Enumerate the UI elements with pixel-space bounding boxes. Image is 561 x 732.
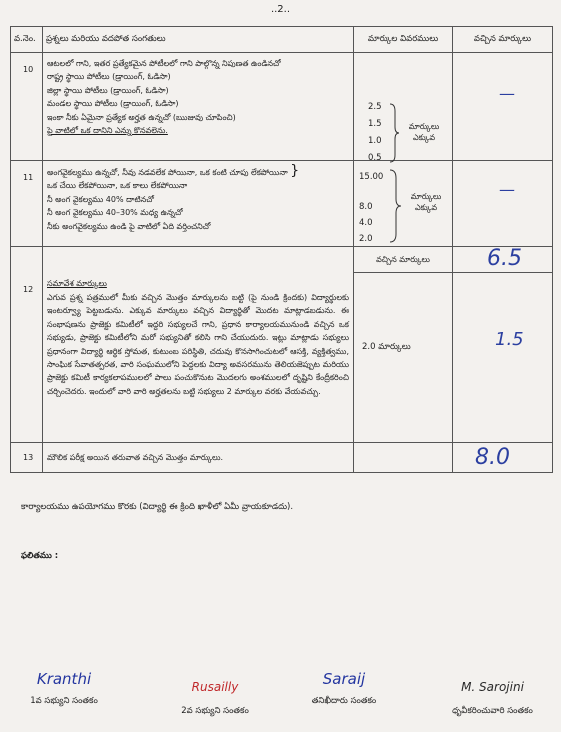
row-12-obtained-cell	[453, 273, 553, 443]
row-11-obtained-cell	[453, 161, 553, 247]
row-11-line: ఒక చేయి లేకపోయినా, ఒక కాలు లేకపోయినా	[47, 181, 188, 191]
row-12-serial: 12	[11, 247, 43, 443]
row-11-value: 2.0	[359, 234, 373, 244]
page-number: ..2..	[270, 4, 291, 15]
signature-label: 1వ సభ్యుని సంతకం	[30, 696, 98, 706]
header-serial: వ.నెం.	[11, 27, 43, 53]
row-12-marks: 2.0 మార్కులు	[362, 342, 411, 352]
subtotal-spacer	[43, 247, 354, 273]
row-11-obtained: —	[499, 180, 515, 199]
row-11-line: నీ అంగ వైకల్యము 40–30% మధ్య ఉన్నచో	[47, 208, 183, 218]
row-11-serial: 11	[11, 161, 43, 247]
signature-label: తనిఖీదారు సంతకం	[311, 696, 377, 706]
subtotal-row	[11, 247, 553, 273]
row-11-marks-scale	[354, 161, 453, 247]
office-use-note: కార్యాలయము ఉపయోగము కొరకు (విద్యార్థి ఈ క్రింది ఖాళీలో ఏమీ వ్రాయకూడదు).	[21, 502, 294, 512]
signature-scribble: Saraij	[322, 670, 366, 688]
table-row-10	[11, 53, 553, 161]
signature-scribble: Kranthi	[36, 670, 92, 688]
signature-label: 2వ సభ్యుని సంతకం	[181, 706, 249, 716]
row-10-description	[43, 53, 354, 161]
brace-icon	[388, 169, 402, 243]
row-10-line: మండల స్థాయి పోటీలు (డ్రాయింగ్, ఓడిసా)	[47, 99, 179, 109]
row-11-line	[47, 165, 349, 179]
row-12-obtained: 1.5	[495, 329, 524, 350]
row-12-description	[43, 273, 354, 443]
row-10-value: 2.5	[368, 102, 382, 112]
row-11-description	[43, 161, 354, 247]
signature-label: ధృవీకరించువారి సంతకం	[452, 706, 533, 716]
header-description: ప్రశ్నలు మరియు వదపోత సంగతులు	[43, 27, 354, 53]
signature-scribble: M. Sarojini	[461, 680, 524, 694]
table-row-11	[11, 161, 553, 247]
row-10-side-label: మార్కులు ఎక్కువ	[408, 122, 440, 142]
row-13-marks-cell	[354, 443, 453, 473]
signature-verifier	[430, 680, 555, 718]
signature-member-2	[160, 680, 270, 718]
row-11-value: 15.00	[359, 172, 384, 182]
subtotal-label: వచ్చిన మార్కులు	[354, 247, 453, 273]
row-10-value: 1.0	[368, 136, 382, 146]
row-11-side-label: మార్కులు ఎక్కువ	[410, 192, 442, 212]
row-13-obtained-cell	[453, 443, 553, 473]
subtotal-value-cell	[453, 247, 553, 273]
marks-table	[10, 26, 553, 473]
row-10-line: పై వాటిలో ఒక దానిని ఎన్ను కొనవలెను.	[47, 126, 168, 136]
row-10-obtained: —	[499, 84, 515, 103]
row-10-line: ఆటలలో గాని, ఇతర ప్రత్యేకమైన పోటీలలో గాని పాల్గొన్న నిపుణత ఉండినచో	[47, 59, 281, 68]
row-10-line: ఇంకా నీకు ఏమైనా ప్రత్యేక అర్హత ఉన్నచో (ఋజువు చూపించి)	[47, 112, 236, 122]
row-11-value: 4.0	[359, 218, 373, 228]
result-label: ఫలితము :	[21, 551, 59, 561]
row-11-line: నీ అంగ వైకల్యము 40% దాటినచో	[47, 194, 154, 204]
header-marks-details: మార్కుల వివరములు	[354, 27, 453, 53]
row-10-obtained-cell	[453, 53, 553, 161]
brace-icon	[388, 103, 400, 163]
row-13-serial: 13	[11, 443, 43, 473]
table-row-13	[11, 443, 553, 473]
row-11-line-text: అంగవైకల్యము ఉన్నచో, నీవు నడవలేక పోయినా, ఒక కంటి చూపు లేకపోయినా	[47, 168, 288, 177]
signature-inspector	[284, 670, 404, 708]
subtotal-value: 6.5	[487, 246, 522, 271]
table-header-row	[11, 27, 553, 53]
table-row-12	[11, 273, 553, 443]
row-12-text: ఎగువ ప్రశ్న పత్రములో మీకు వచ్చిన మొత్తం మార్కులను బట్టి (పై నుండి క్రిందకు) విద్యార్థులకు ఇంటర్వ్యూ పెట్టబడును. ఎక్కువ మార్కులు వచ్చిన విద్యార్థితో మొదట మాట్లాడబడును. ఈ సంభాషణను ప్రాజెక్టు కమిటీలో ఇద్దరి సభ్యులచే గాని, ప్రధాన కార్యాలయమునుండి వచ్చిన ఒక సభ్యుడు, ప్రాజెక్టు కమిటీలోని మరో సభ్యునితో కలిసి గాని చేయుదురు. ఇట్లు మాట్లాడు సభ్యులు ప్రధానంగా విద్యార్థి ఆర్థిక స్తోమత, కుటుంబ పరిస్థితి, చదువు కొనసాగించుటలో ఆసక్తి, వ్యక్తిత్వము, సాంఘిక సేవాతత్పరత, వారి సంఘములోని పెద్దలకు విద్యా అవసరమును తెలియజెప్పుట మరియు ప్రాజెక్టు కమిటీ కార్యకలాపములలో పాలు పంచుకొనుట మొదలగు అంశములలో దృష్టిని కేంద్రీకరించి చర్చించెదరు. ఇందులో వారి వారి అర్హతలను బట్టి సభ్యులు 2 మార్కుల వరకు వేయవచ్చు.	[47, 292, 349, 396]
row-10-line: రాష్ట్ర స్థాయి పోటీలు (డ్రాయింగ్, ఓడిసా)	[47, 72, 171, 82]
row-11-value: 8.0	[359, 202, 373, 212]
signature-scribble: Rusailly	[191, 680, 239, 694]
row-10-serial: 10	[11, 53, 43, 161]
row-10-value: 0.5	[368, 153, 382, 163]
brace-icon: }	[290, 163, 300, 179]
row-12-marks-cell	[354, 273, 453, 443]
row-13-description: మౌలిక పరీక్ష అయిన తరువాత వచ్చిన మొత్తం మార్కులు.	[43, 443, 354, 473]
row-13-obtained: 8.0	[475, 445, 510, 470]
row-11-line: నీకు అంగవైకల్యము ఉండి పై వాటిలో ఏది వర్తించనిచో	[47, 221, 211, 231]
row-12-title: సమావేశ మార్కులు	[47, 278, 107, 288]
header-marks-obtained: వచ్చిన మార్కులు	[453, 27, 553, 53]
row-10-marks-scale	[354, 53, 453, 161]
row-10-value: 1.5	[368, 119, 382, 129]
row-10-line: జిల్లా స్థాయి పోటీలు (డ్రాయింగ్, ఓడిసా)	[47, 85, 169, 95]
signature-member-1	[14, 670, 114, 708]
